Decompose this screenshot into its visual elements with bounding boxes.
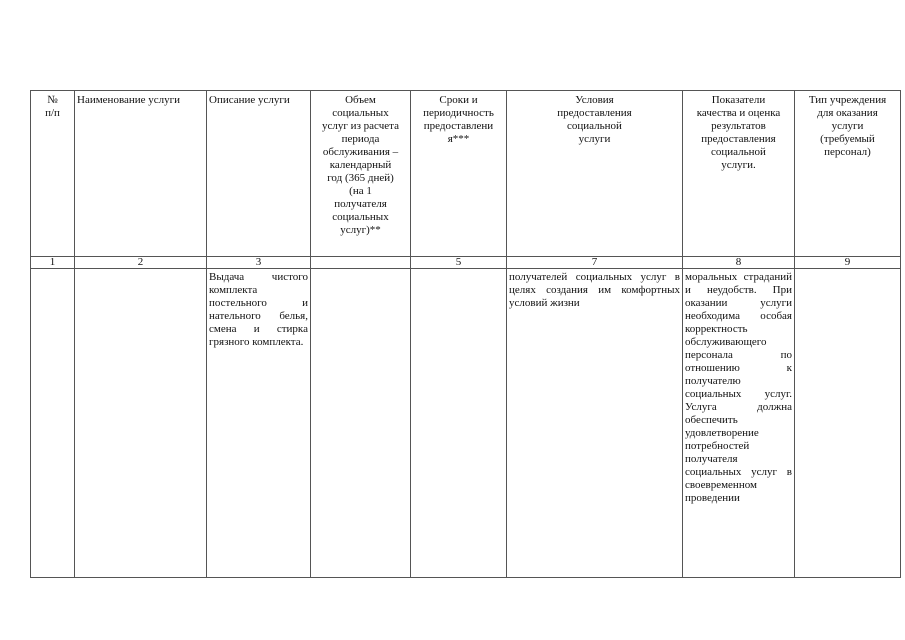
row-quality-indicators: моральных страданий и неудобств. При оказании услуги необходима особая корректность обслуживающего персонала по отношению к получателю социальных услуг. Услуга должна обеспечить удовлетворение потребностей получателя социальных услуг в своевременном проведении bbox=[683, 269, 795, 578]
column-number: 3 bbox=[207, 257, 311, 269]
header-service-description: Описание услуги bbox=[207, 91, 311, 257]
services-table bbox=[30, 90, 901, 578]
column-number: 5 bbox=[411, 257, 507, 269]
table-header-row bbox=[31, 91, 901, 257]
column-number: 7 bbox=[507, 257, 683, 269]
column-number-empty bbox=[311, 257, 411, 269]
row-service-name bbox=[75, 269, 207, 578]
column-number: 9 bbox=[795, 257, 901, 269]
header-institution-type: Тип учреждения для оказания услуги (требуемый персонал) bbox=[795, 91, 901, 257]
header-conditions: Условия предоставления социальной услуги bbox=[507, 91, 683, 257]
row-terms-frequency bbox=[411, 269, 507, 578]
row-institution-type bbox=[795, 269, 901, 578]
column-number: 2 bbox=[75, 257, 207, 269]
header-service-volume: Объем социальных услуг из расчета периода обслуживания – календарный год (365 дней) (на 1 получателя социальных услуг)** bbox=[311, 91, 411, 257]
header-service-name: Наименование услуги bbox=[75, 91, 207, 257]
row-service-volume bbox=[311, 269, 411, 578]
row-conditions: получателей социальных услуг в целях создания им комфортных условий жизни bbox=[507, 269, 683, 578]
services-table-page bbox=[30, 90, 887, 588]
header-terms-frequency: Сроки и периодичность предоставлени я*** bbox=[411, 91, 507, 257]
header-quality-indicators: Показатели качества и оценка результатов предоставления социальной услуги. bbox=[683, 91, 795, 257]
row-service-description: Выдача чистого комплекта постельного и нательного белья, смена и стирка грязного комплекта. bbox=[207, 269, 311, 578]
column-number: 1 bbox=[31, 257, 75, 269]
header-number: № п/п bbox=[31, 91, 75, 257]
column-number: 8 bbox=[683, 257, 795, 269]
row-number bbox=[31, 269, 75, 578]
table-row bbox=[31, 269, 901, 578]
column-numbers-row bbox=[31, 257, 901, 269]
